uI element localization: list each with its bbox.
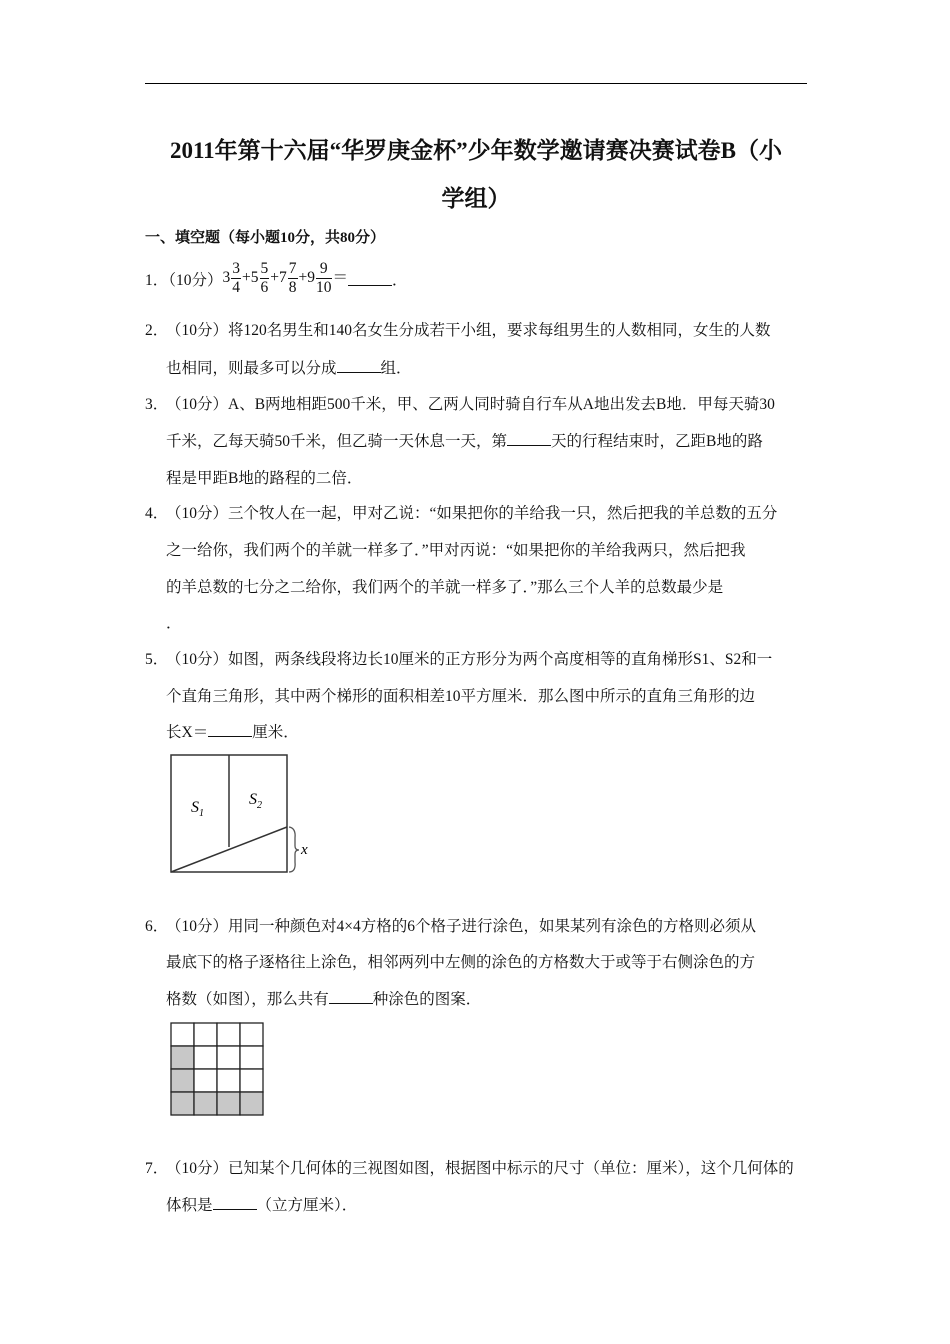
q1-term: 5 $\frac{5}{6}$ + bbox=[250, 260, 280, 296]
grid-cell bbox=[194, 1023, 217, 1046]
grid-cell bbox=[240, 1069, 263, 1092]
grid-cell-shaded bbox=[171, 1046, 194, 1069]
answer-blank[interactable] bbox=[337, 358, 381, 373]
q3-line3: 程是甲距B地的路程的二倍． bbox=[166, 470, 363, 487]
q2-number: 2． bbox=[145, 322, 169, 339]
q6-line1: （10分）用同一种颜色对4×4方格的6个格子进行涂色，如果某列有涂色的方格则必须从 bbox=[166, 918, 756, 935]
q4-number: 4． bbox=[145, 505, 169, 522]
q5-number: 5． bbox=[145, 651, 169, 668]
section-heading: 一、填空题（每小题10分，共80分） bbox=[145, 230, 386, 246]
label-s2: $S_2$ bbox=[249, 791, 262, 811]
grid-cell-shaded bbox=[171, 1069, 194, 1092]
grid-cell-shaded bbox=[217, 1092, 240, 1115]
q3-line2: 千米，乙每天骑50千米，但乙骑一天休息一天，第 天的行程结束时，乙距B地的路 bbox=[166, 433, 763, 450]
q3-line1: （10分）A、B两地相距500千米，甲、乙两人同时骑自行车从A地出发去B地．甲每天骑30 bbox=[166, 396, 775, 413]
grid-cell bbox=[194, 1046, 217, 1069]
q7-number: 7． bbox=[145, 1160, 169, 1177]
grid-cell bbox=[240, 1023, 263, 1046]
q4-line1: （10分）三个牧人在一起，甲对乙说：“如果把你的羊给我一只，然后把我的羊总数的五分 bbox=[166, 505, 778, 522]
q1-term: 3 $\frac{3}{4}$ + bbox=[222, 260, 251, 296]
answer-blank[interactable] bbox=[507, 431, 551, 446]
q4-line2: 之一给你，我们两个的羊就一样多了．”甲对丙说：“如果把你的羊给我两只，然后把我 bbox=[166, 542, 746, 559]
grid-cell-shaded bbox=[171, 1092, 194, 1115]
answer-blank[interactable] bbox=[329, 989, 373, 1004]
q5-line2: 个直角三角形，其中两个梯形的面积相差10平方厘米．那么图中所示的直角三角形的边 bbox=[166, 688, 756, 705]
page-title-line1: 2011年第十六届“华罗庚金杯”少年数学邀请赛决赛试卷B（小 bbox=[169, 138, 783, 163]
q6-line2: 最底下的格子逐格往上涂色，相邻两列中左侧的涂色的方格数大于或等于右侧涂色的方 bbox=[166, 954, 756, 971]
grid-cell-shaded bbox=[194, 1092, 217, 1115]
grid-cell bbox=[217, 1069, 240, 1092]
q7-line2: 体积是 （立方厘米）． bbox=[166, 1197, 358, 1214]
q1-term: 7 $\frac{7}{8}$ + bbox=[279, 260, 308, 296]
header-rule bbox=[145, 83, 807, 84]
grid-figure bbox=[168, 1020, 268, 1120]
q1-prefix: 1．（10分） bbox=[145, 271, 223, 289]
grid-cell bbox=[217, 1046, 240, 1069]
q2-line2: 也相同，则最多可以分成 组． bbox=[166, 360, 412, 377]
question-1 bbox=[145, 260, 408, 297]
answer-blank[interactable] bbox=[213, 1195, 257, 1210]
grid-cell bbox=[194, 1069, 217, 1092]
q5-line3: 长X＝ 厘米． bbox=[166, 724, 299, 741]
q3-number: 3． bbox=[145, 396, 169, 413]
answer-blank[interactable] bbox=[208, 722, 252, 737]
answer-blank[interactable] bbox=[348, 271, 392, 286]
grid-cell bbox=[240, 1046, 263, 1069]
grid-cell-shaded bbox=[240, 1092, 263, 1115]
q1-suffix: ． bbox=[392, 271, 408, 289]
q6-number: 6． bbox=[145, 918, 169, 935]
q4-line3: 的羊总数的七分之二给你，我们两个的羊就一样多了．”那么三个人羊的总数最少是 bbox=[166, 579, 724, 596]
label-x: x bbox=[301, 842, 308, 858]
q4-line4: ． bbox=[166, 615, 182, 632]
grid-cell bbox=[217, 1023, 240, 1046]
q1-term: 9 $\frac{9}{10}$ ＝ bbox=[307, 260, 349, 296]
q7-line1: （10分）已知某个几何体的三视图如图，根据图中标示的尺寸（单位：厘米），这个几何体的 bbox=[166, 1160, 794, 1177]
page-title-line2: 学组） bbox=[441, 186, 511, 211]
q6-line3: 格数（如图），那么共有 种涂色的图案． bbox=[166, 991, 482, 1008]
grid-cell bbox=[171, 1023, 194, 1046]
q5-line1: （10分）如图，两条线段将边长10厘米的正方形分为两个高度相等的直角梯形S1、S2和一 bbox=[166, 651, 773, 668]
q2-line1: （10分）将120名男生和140名女生分成若干小组，要求每组男生的人数相同，女生的人数 bbox=[166, 322, 771, 339]
label-s1: $S_1$ bbox=[191, 799, 204, 819]
x-brace bbox=[289, 827, 299, 872]
square-figure bbox=[165, 750, 325, 880]
